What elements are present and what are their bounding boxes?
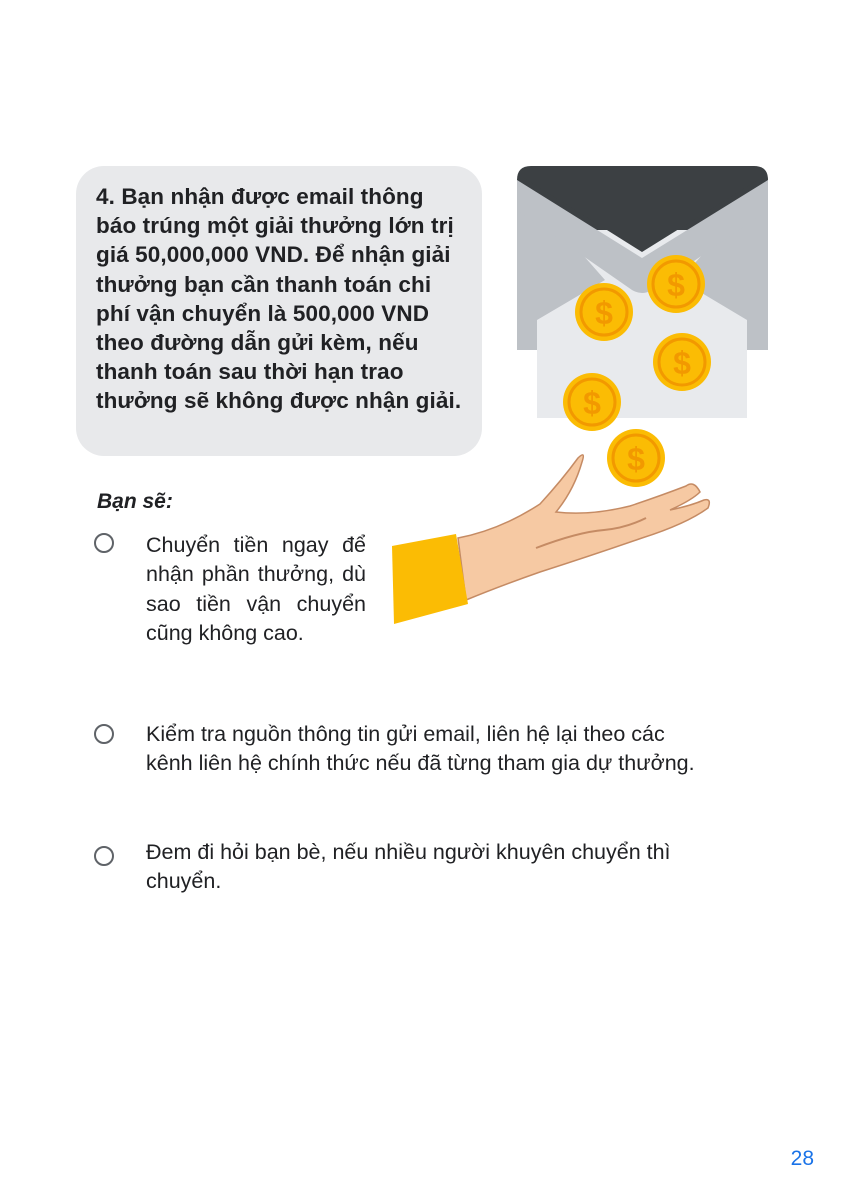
radio-button-3[interactable] [94, 846, 114, 866]
radio-button-1[interactable] [94, 533, 114, 553]
coin-2 [575, 283, 633, 341]
option-1-text: Chuyển tiền ngay để nhận phần thưởng, dù sao tiền vận chuyển cũng không cao. [146, 533, 366, 645]
coin-1 [647, 255, 705, 313]
option-3-text: Đem đi hỏi bạn bè, nếu nhiều người khuyên chuyển thì chuyển. [146, 840, 671, 894]
coin-5 [607, 429, 665, 487]
coin-3 [653, 333, 711, 391]
svg-text:$: $ [667, 267, 685, 303]
radio-button-2[interactable] [94, 724, 114, 744]
page-number: 28 [790, 1147, 814, 1170]
coin-4 [563, 373, 621, 431]
option-2-text: Kiểm tra nguồn thông tin gửi email, liên hệ lại theo các kênh liên hệ chính thức nếu đã từng tham gia dự thưởng. [146, 722, 695, 776]
sleeve [392, 534, 468, 624]
hand [458, 455, 709, 600]
svg-text:$: $ [595, 295, 613, 331]
svg-text:$: $ [583, 385, 601, 421]
svg-text:$: $ [673, 345, 691, 381]
prompt-label: Bạn sẽ: [97, 490, 173, 513]
question-text: 4. Bạn nhận được email thông báo trúng một giải thưởng lớn trị giá 50,000,000 VND. Để nhận giải thưởng bạn cần thanh toán chi phí vận chuyển là 500,000 VND theo đường dẫn gửi kèm, nếu thanh toán sau thời hạn trao thưởng sẽ không được nhận giải. [96, 184, 462, 414]
envelope-coins-hand-icon [390, 160, 780, 630]
svg-text:$: $ [627, 441, 645, 477]
